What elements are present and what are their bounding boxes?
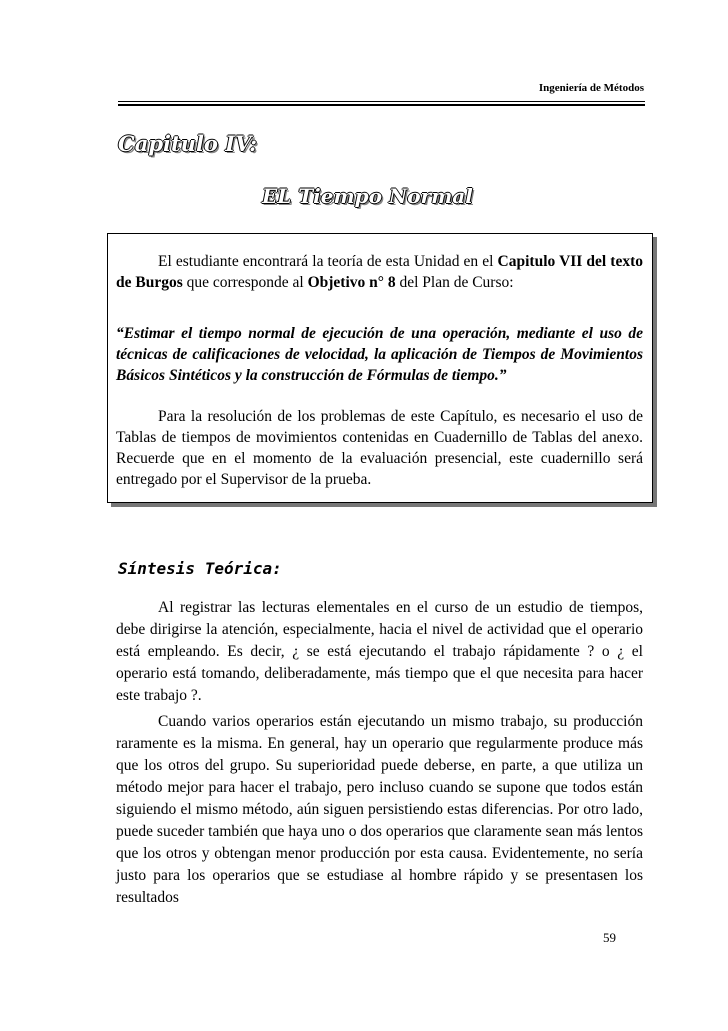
section-paragraph-2-block xyxy=(116,711,643,909)
section-paragraph-1-block xyxy=(116,597,643,707)
section-paragraph-2: Cuando varios operarios están ejecutando un mismo trabajo, su producción raramente es la misma. En general, hay un operario que regularmente produce más que los otros del grupo. Su superioridad puede deberse, en parte, a que utiliza un método mejor para hacer el trabajo, pero incluso cuando se supone que todos están siguiendo el mismo método, aún siguen persistiendo estas diferencias. Por otro lado, puede suceder también que haya uno o dos operarios que claramente sean más lentos que los otros y obtengan menor producción por esta causa. Evidentemente, no sería justo para los operarios que se estudiase al hombre rápido y se presentasen los resultados xyxy=(116,713,643,906)
header-rule-thin xyxy=(118,101,645,102)
intro-text-1: El estudiante encontrará la teoría de esta Unidad en el xyxy=(158,253,498,270)
intro-text-3: del Plan de Curso: xyxy=(395,274,514,291)
section-paragraph-1: Al registrar las lecturas elementales en el curso de un estudio de tiempos, debe dirigirse la atención, especialmente, hacia el nivel de actividad que el operario está empleando. Es decir, ¿ se está ejecutando el trabajo rápidamente ? o ¿ el operario está tomando, deliberadamente, más tiempo que el que necesita para hacer este trabajo ?. xyxy=(116,599,643,704)
intro-text-2: que corresponde al xyxy=(182,274,308,291)
chapter-title: EL Tiempo Normal xyxy=(262,184,473,208)
page-number: 59 xyxy=(603,930,616,945)
intro-textbook-ref: Capitulo VII del texto de Burgos xyxy=(116,253,644,291)
objective-note-block xyxy=(116,406,643,490)
intro-objective-ref: Objetivo n° 8 xyxy=(307,274,396,291)
chapter-label: Capitulo IV: xyxy=(118,131,258,156)
objective-box-intro xyxy=(116,251,643,293)
objective-quote-block xyxy=(116,323,643,386)
header-rule-thick xyxy=(118,104,645,106)
section-heading: Síntesis Teórica: xyxy=(118,559,282,578)
objective-intro-paragraph xyxy=(116,251,643,293)
running-header: Ingeniería de Métodos xyxy=(538,82,644,94)
objective-quote: “Estimar el tiempo normal de ejecución de una operación, mediante el uso de técnicas de calificaciones de velocidad, la aplicación de Tiempos de Movimientos Básicos Sintéticos y la construcción de Fórmulas de tiempo.” xyxy=(116,325,643,384)
objective-note: Para la resolución de los problemas de este Capítulo, es necesario el uso de Tablas de tiempos de movimientos contenidas en Cuadernillo de Tablas del anexo. Recuerde que en el momento de la evaluación presencial, este cuadernillo será entregado por el Supervisor de la prueba. xyxy=(116,408,643,488)
